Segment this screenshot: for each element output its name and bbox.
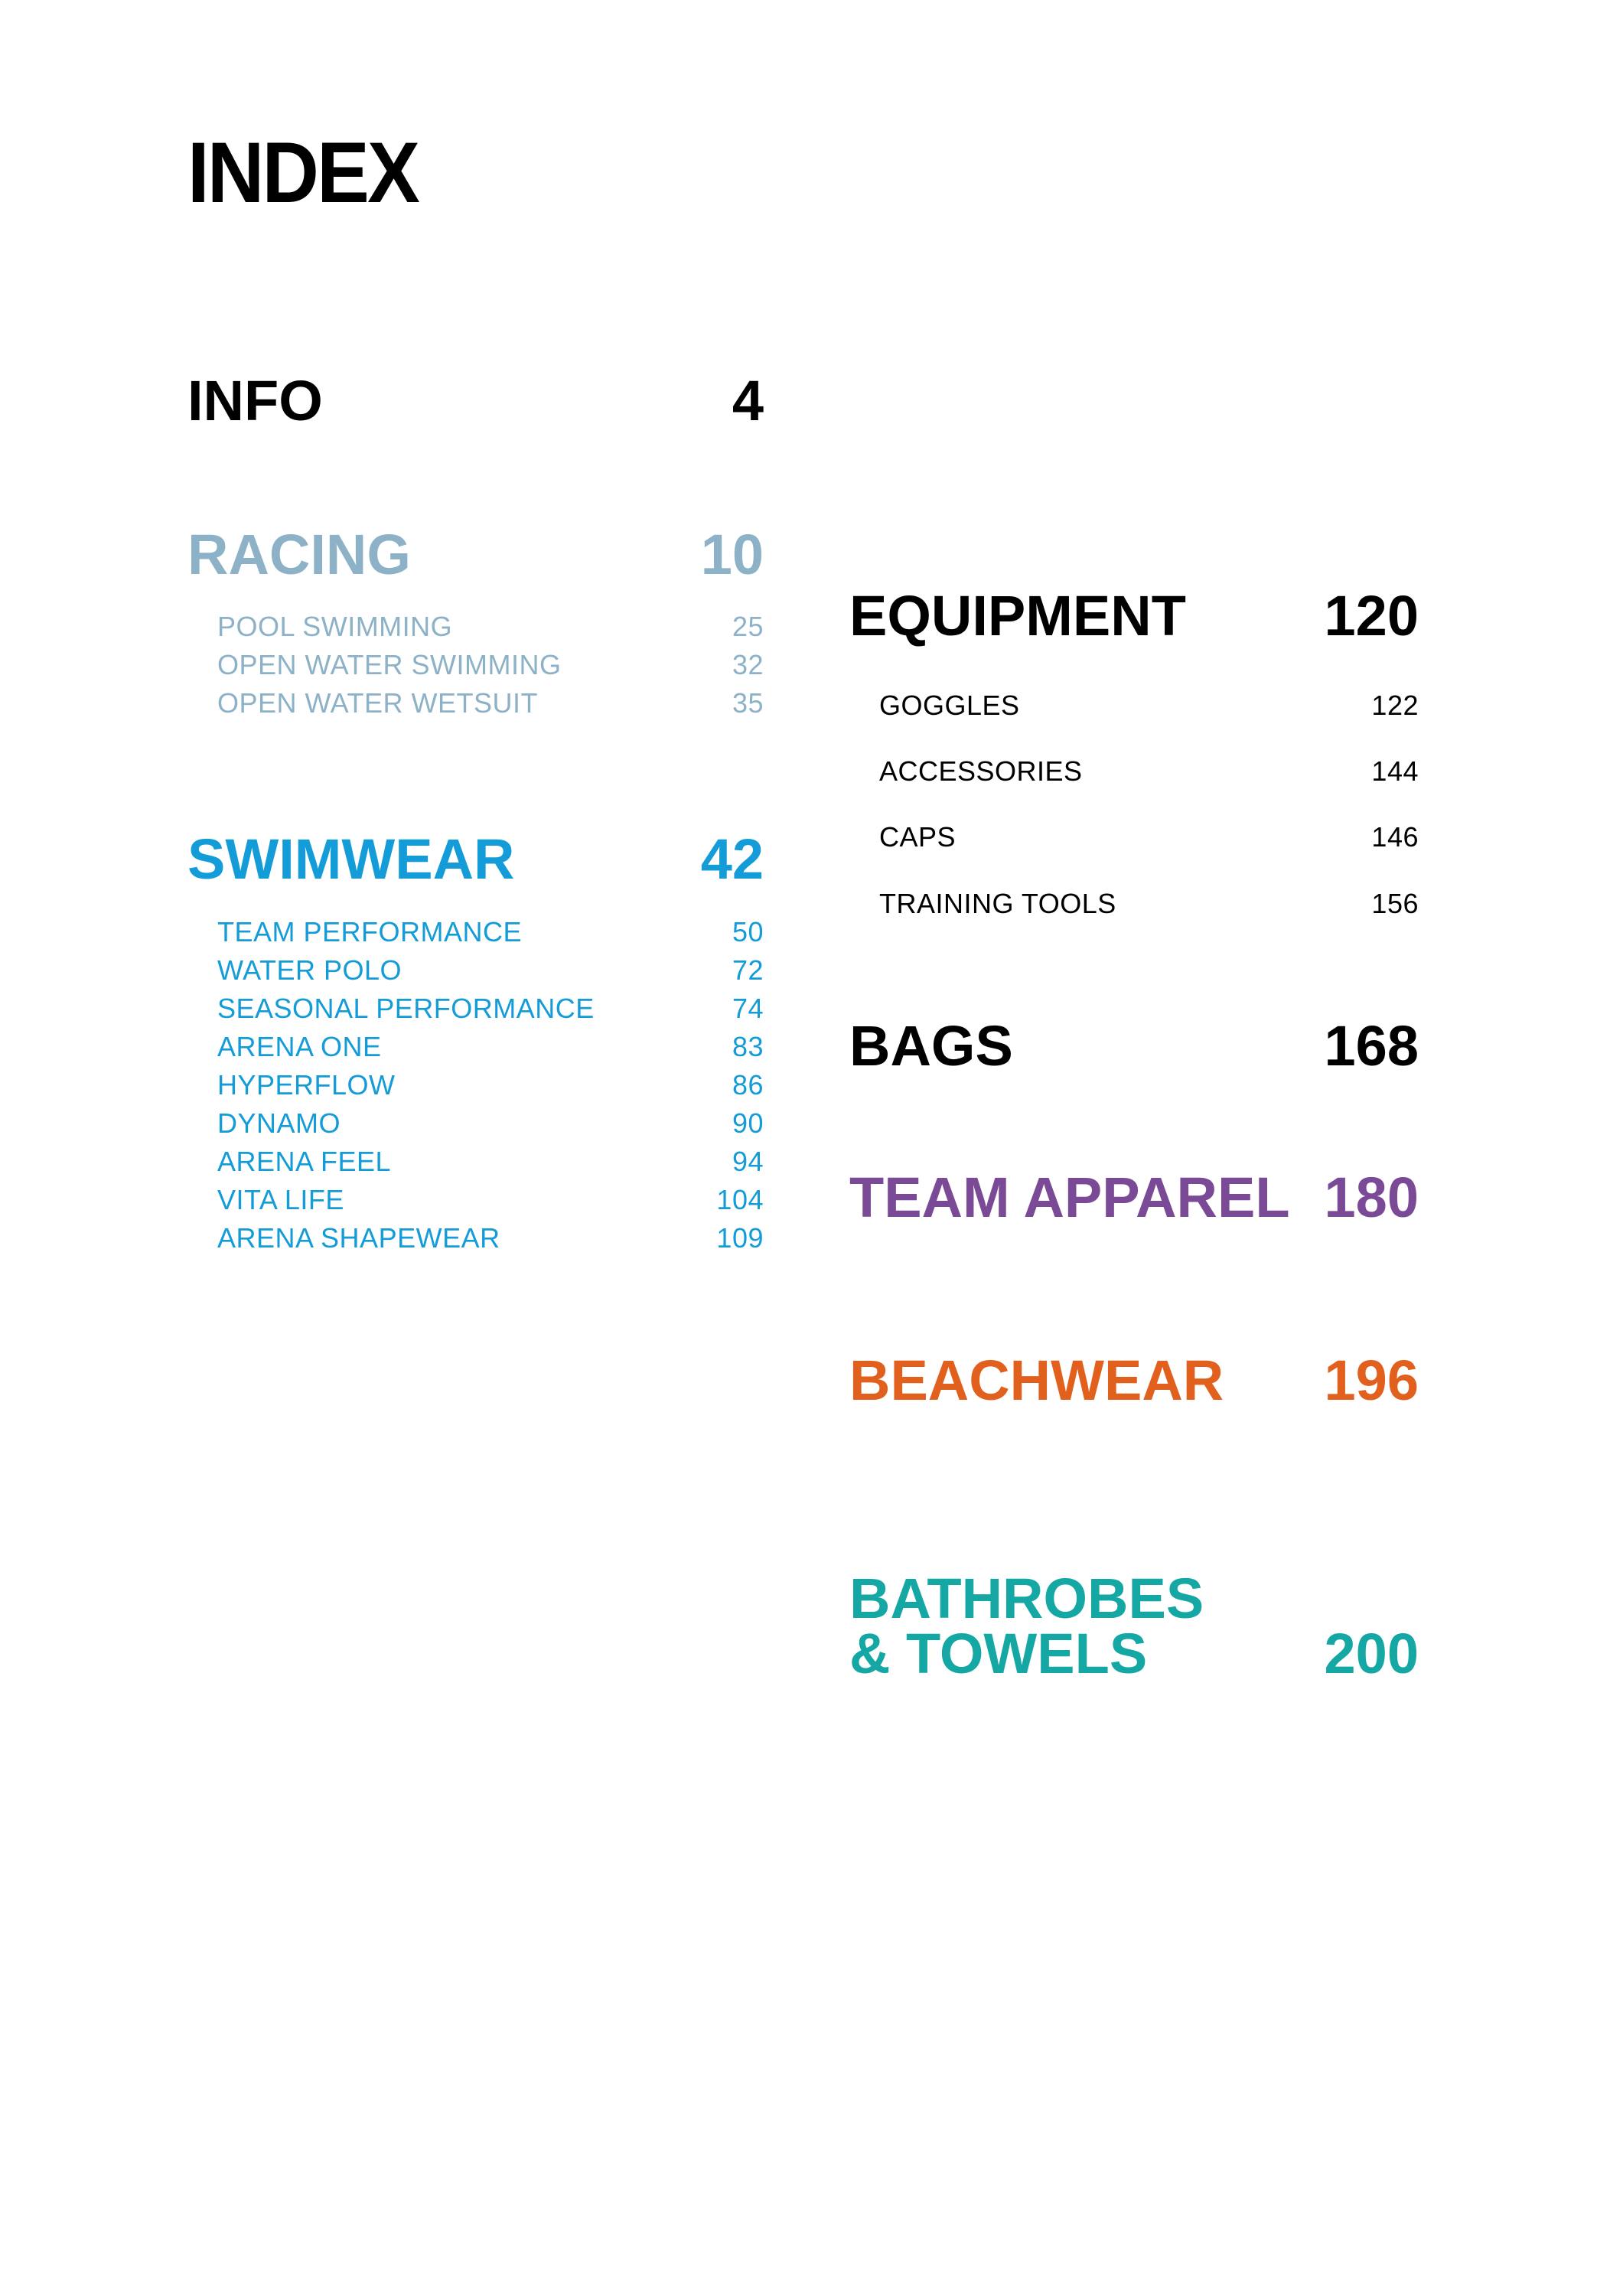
section-label-towels[interactable]: & TOWELS bbox=[849, 1622, 1148, 1685]
section-page-team-apparel: 180 bbox=[1324, 1166, 1419, 1229]
subitem-label[interactable]: DYNAMO bbox=[217, 1107, 341, 1139]
subitem-label[interactable]: ACCESSORIES bbox=[879, 755, 1083, 787]
section-page-info: 4 bbox=[732, 369, 764, 432]
subitem-label[interactable]: TRAINING TOOLS bbox=[879, 888, 1116, 919]
section-page-bags: 168 bbox=[1324, 1014, 1419, 1078]
subitem-label[interactable]: SEASONAL PERFORMANCE bbox=[217, 993, 595, 1024]
subitem-page: 122 bbox=[1371, 690, 1419, 721]
section-label-swimwear[interactable]: SWIMWEAR bbox=[187, 827, 515, 891]
section-page-racing: 10 bbox=[700, 523, 764, 586]
section-label-beachwear[interactable]: BEACHWEAR bbox=[849, 1349, 1224, 1412]
subitem-page: 72 bbox=[732, 954, 764, 986]
subitem-page: 25 bbox=[732, 611, 764, 642]
subitem-label[interactable]: CAPS bbox=[879, 821, 957, 853]
section-label-team-apparel[interactable]: TEAM APPAREL bbox=[849, 1166, 1290, 1229]
subitem-label[interactable]: HYPERFLOW bbox=[217, 1069, 396, 1101]
subitem-page: 94 bbox=[732, 1146, 764, 1177]
subitem-label[interactable]: WATER POLO bbox=[217, 954, 402, 986]
subitem-label[interactable]: OPEN WATER WETSUIT bbox=[217, 687, 538, 719]
section-label-bathrobes[interactable]: BATHROBES bbox=[849, 1567, 1204, 1630]
subitem-label[interactable]: VITA LIFE bbox=[217, 1184, 344, 1215]
subitem-label[interactable]: GOGGLES bbox=[879, 690, 1020, 721]
subitem-page: 74 bbox=[732, 993, 764, 1024]
section-page-swimwear: 42 bbox=[700, 827, 764, 891]
subitem-label[interactable]: POOL SWIMMING bbox=[217, 611, 453, 642]
subitem-page: 86 bbox=[732, 1069, 764, 1101]
subitem-page: 50 bbox=[732, 916, 764, 947]
subitem-page: 83 bbox=[732, 1031, 764, 1062]
subitem-label[interactable]: OPEN WATER SWIMMING bbox=[217, 649, 562, 680]
section-page-bathrobes: 200 bbox=[1324, 1622, 1419, 1685]
section-label-racing[interactable]: RACING bbox=[187, 523, 411, 586]
subitem-label[interactable]: ARENA ONE bbox=[217, 1031, 382, 1062]
section-label-equipment[interactable]: EQUIPMENT bbox=[849, 584, 1186, 647]
section-page-equipment: 120 bbox=[1324, 584, 1419, 647]
subitem-page: 35 bbox=[732, 687, 764, 719]
page-title: INDEX bbox=[187, 125, 419, 220]
subitem-page: 32 bbox=[732, 649, 764, 680]
subitem-label[interactable]: ARENA FEEL bbox=[217, 1146, 392, 1177]
section-label-info[interactable]: INFO bbox=[187, 369, 323, 432]
section-label-bags[interactable]: BAGS bbox=[849, 1014, 1013, 1078]
subitem-page: 109 bbox=[716, 1222, 764, 1254]
section-page-beachwear: 196 bbox=[1324, 1349, 1419, 1412]
subitem-page: 90 bbox=[732, 1107, 764, 1139]
subitem-page: 146 bbox=[1371, 821, 1419, 853]
subitem-page: 144 bbox=[1371, 755, 1419, 787]
subitem-page: 156 bbox=[1371, 888, 1419, 919]
subitem-label[interactable]: ARENA SHAPEWEAR bbox=[217, 1222, 500, 1254]
subitem-label[interactable]: TEAM PERFORMANCE bbox=[217, 916, 523, 947]
subitem-page: 104 bbox=[716, 1184, 764, 1215]
